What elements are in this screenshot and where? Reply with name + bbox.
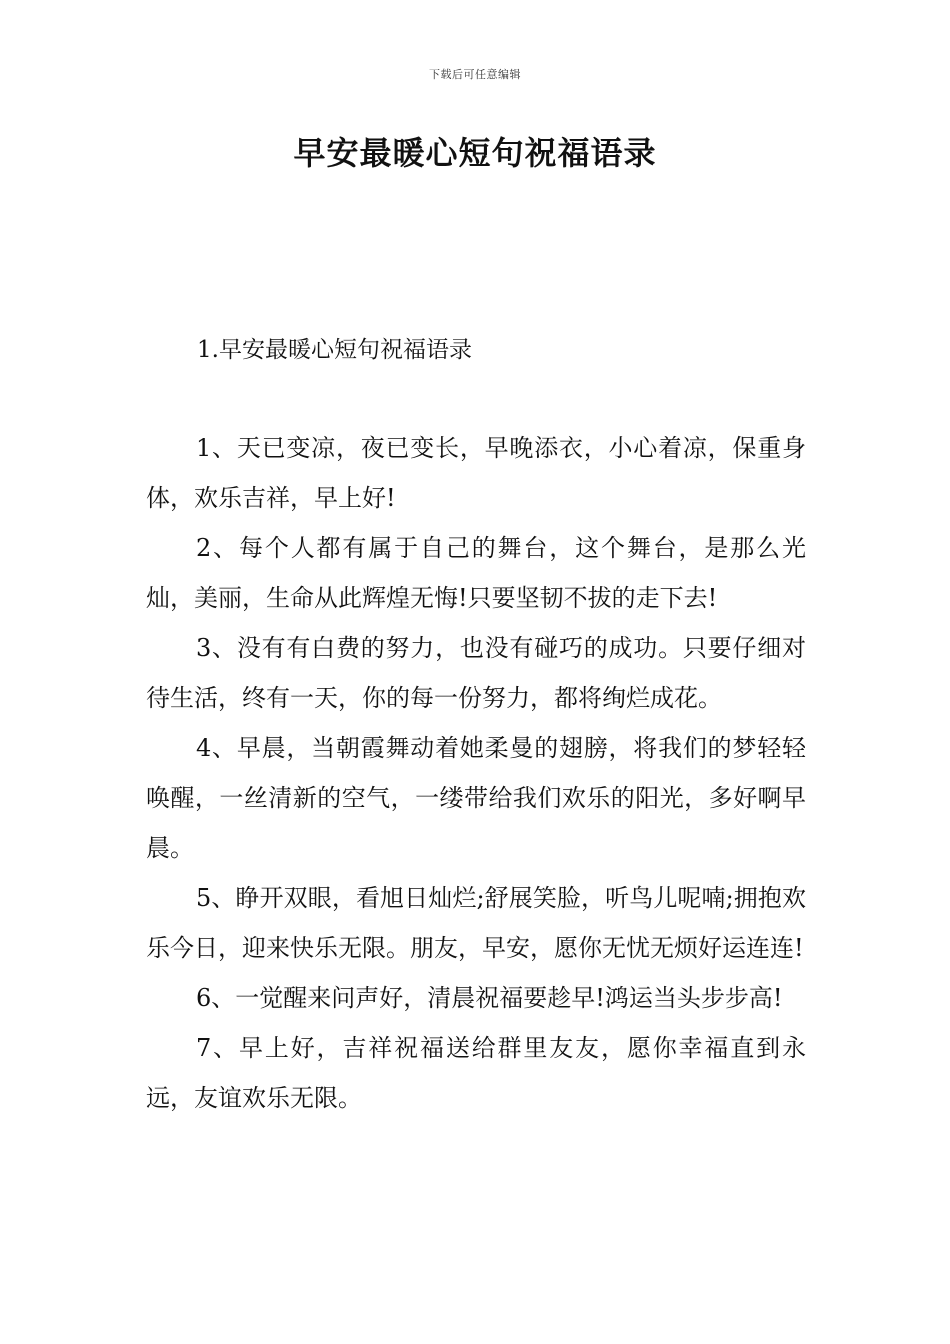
paragraph: 7、早上好，吉祥祝福送给群里友友，愿你幸福直到永远，友谊欢乐无限。: [146, 1034, 806, 1112]
document-title: 早安最暖心短句祝福语录: [293, 134, 657, 172]
paragraph: 1、天已变凉，夜已变长，早晚添衣，小心着凉，保重身体，欢乐吉祥，早上好!: [146, 434, 806, 512]
paragraph: 4、早晨，当朝霞舞动着她柔曼的翅膀，将我们的梦轻轻唤醒，一丝清新的空气，一缕带给我们欢乐的阳光，多好啊早晨。: [146, 734, 806, 862]
paragraph: 3、没有有白费的努力，也没有碰巧的成功。只要仔细对待生活，终有一天，你的每一份努力，都将绚烂成花。: [146, 634, 806, 712]
paragraph: 6、一觉醒来问声好，清晨祝福要趁早!鸿运当头步步高!: [196, 984, 783, 1012]
section-heading: 1.早安最暖心短句祝福语录: [197, 337, 472, 363]
document-body: [146, 423, 806, 1123]
paragraph: 5、睁开双眼，看旭日灿烂;舒展笑脸，听鸟儿呢喃;拥抱欢乐今日，迎来快乐无限。朋友，早安，愿你无忧无烦好运连连!: [146, 884, 806, 962]
paragraph: 2、每个人都有属于自己的舞台，这个舞台，是那么光灿，美丽，生命从此辉煌无悔!只要坚韧不拔的走下去!: [146, 534, 806, 612]
header-note: 下载后可任意编辑: [429, 68, 521, 81]
